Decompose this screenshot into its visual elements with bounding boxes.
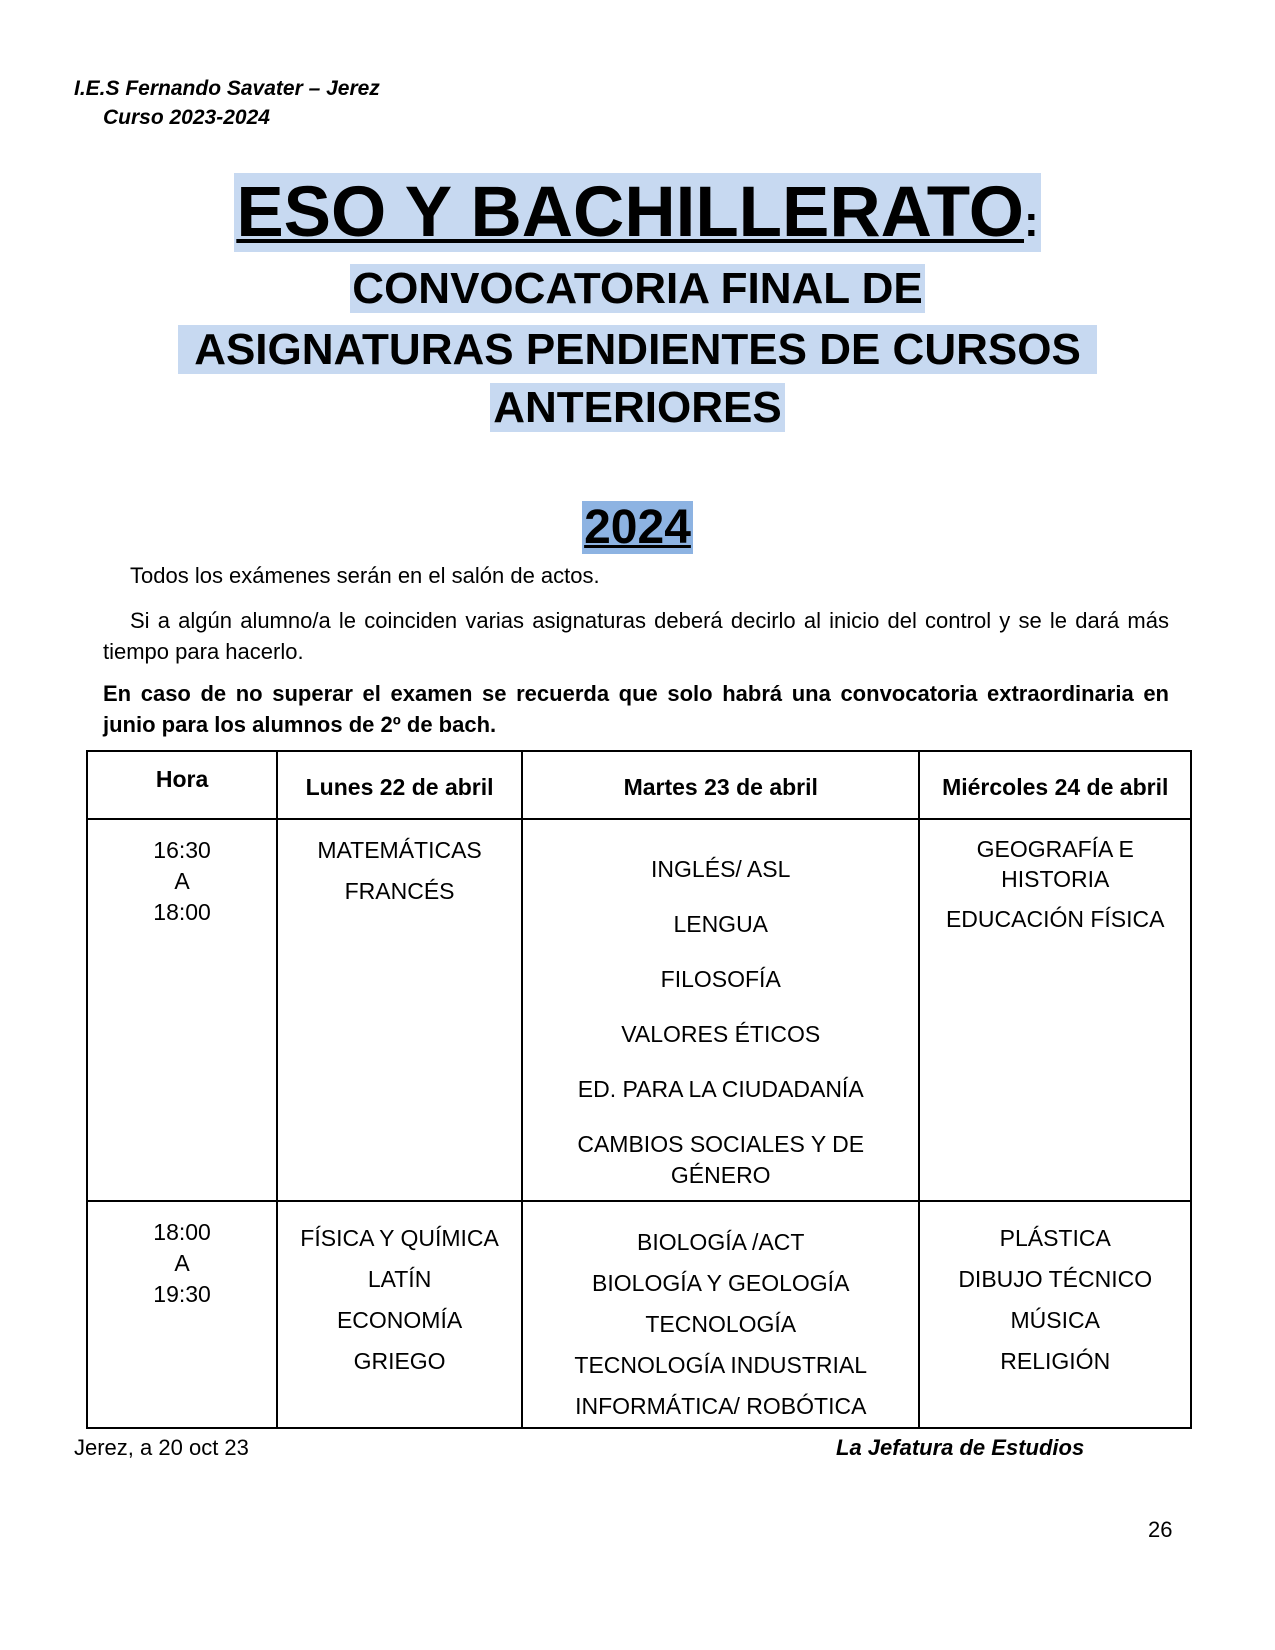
subject: FÍSICA Y QUÍMICA <box>300 1225 499 1251</box>
subtitle-line-3: ANTERIORES <box>0 380 1275 436</box>
subject: LENGUA <box>673 911 769 937</box>
course-year: Curso 2023-2024 <box>103 106 270 129</box>
place-date: Jerez, a 20 oct 23 <box>74 1435 249 1460</box>
subject: ECONOMÍA <box>336 1307 463 1333</box>
monday-cell <box>277 1201 522 1428</box>
school-name: I.E.S Fernando Savater – Jerez <box>74 77 380 100</box>
subject: EDUCACIÓN FÍSICA <box>945 906 1165 932</box>
subject: TECNOLOGÍA <box>645 1311 797 1337</box>
header-wednesday: Miércoles 24 de abril <box>919 751 1191 819</box>
page-number: 26 <box>1148 1517 1173 1542</box>
intro-paragraph-extraordinary: En caso de no superar el examen se recuerda que solo habrá una convocatoria extraordinaria en junio para los alumnos de 2º de bach. <box>103 681 1169 737</box>
subject: RELIGIÓN <box>1000 1348 1111 1374</box>
subtitle-line-1: CONVOCATORIA FINAL DE <box>352 264 923 313</box>
table-row <box>87 1201 1191 1428</box>
main-title-text: ESO Y BACHILLERATO <box>236 173 1025 252</box>
exam-schedule-table <box>86 750 1192 1429</box>
tuesday-cell <box>522 819 919 1201</box>
subject: MATEMÁTICAS <box>317 837 482 863</box>
tuesday-cell <box>522 1201 919 1428</box>
subject: DIBUJO TÉCNICO <box>958 1266 1153 1292</box>
signature: La Jefatura de Estudios <box>836 1435 1085 1460</box>
subject: TECNOLOGÍA INDUSTRIAL <box>574 1352 868 1378</box>
subject: INGLÉS/ ASL <box>651 856 791 882</box>
subject: CAMBIOS SOCIALES Y DE GÉNERO <box>577 1131 865 1188</box>
table-header-row <box>87 751 1191 819</box>
header-tuesday: Martes 23 de abril <box>522 751 919 819</box>
document-header <box>74 74 380 132</box>
header-hora: Hora <box>87 751 277 819</box>
subject: FILOSOFÍA <box>660 966 781 992</box>
monday-cell <box>277 819 522 1201</box>
subject: MÚSICA <box>1010 1307 1100 1333</box>
main-title-colon: : <box>1024 197 1039 246</box>
header-monday: Lunes 22 de abril <box>277 751 522 819</box>
subject: PLÁSTICA <box>999 1225 1111 1251</box>
year-heading: 2024 <box>584 501 691 554</box>
time-cell: 18:00 A 19:30 <box>87 1201 277 1428</box>
subject: BIOLOGÍA Y GEOLOGÍA <box>592 1270 850 1296</box>
subject: VALORES ÉTICOS <box>621 1021 821 1047</box>
subject: GEOGRAFÍA E HISTORIA <box>976 836 1134 892</box>
subject: FRANCÉS <box>344 878 455 904</box>
subject: GRIEGO <box>353 1348 446 1374</box>
subtitle-line-2: ASIGNATURAS PENDIENTES DE CURSOS <box>0 322 1275 378</box>
subject: ED. PARA LA CIUDADANÍA <box>577 1076 864 1102</box>
time-cell: 16:30 A 18:00 <box>87 819 277 1201</box>
main-title <box>0 172 1275 263</box>
intro-paragraph-overlap: Si a algún alumno/a le coinciden varias asignaturas deberá decirlo al inicio del control y se le dará más tiempo para hacerlo. <box>103 608 1169 664</box>
table-row <box>87 819 1191 1201</box>
intro-paragraph-location: Todos los exámenes serán en el salón de actos. <box>130 563 600 588</box>
wednesday-cell <box>919 819 1191 1201</box>
wednesday-cell <box>919 1201 1191 1428</box>
subject: INFORMÁTICA/ ROBÓTICA <box>575 1393 867 1419</box>
subject: LATÍN <box>367 1266 432 1292</box>
subject: BIOLOGÍA /ACT <box>637 1229 805 1255</box>
